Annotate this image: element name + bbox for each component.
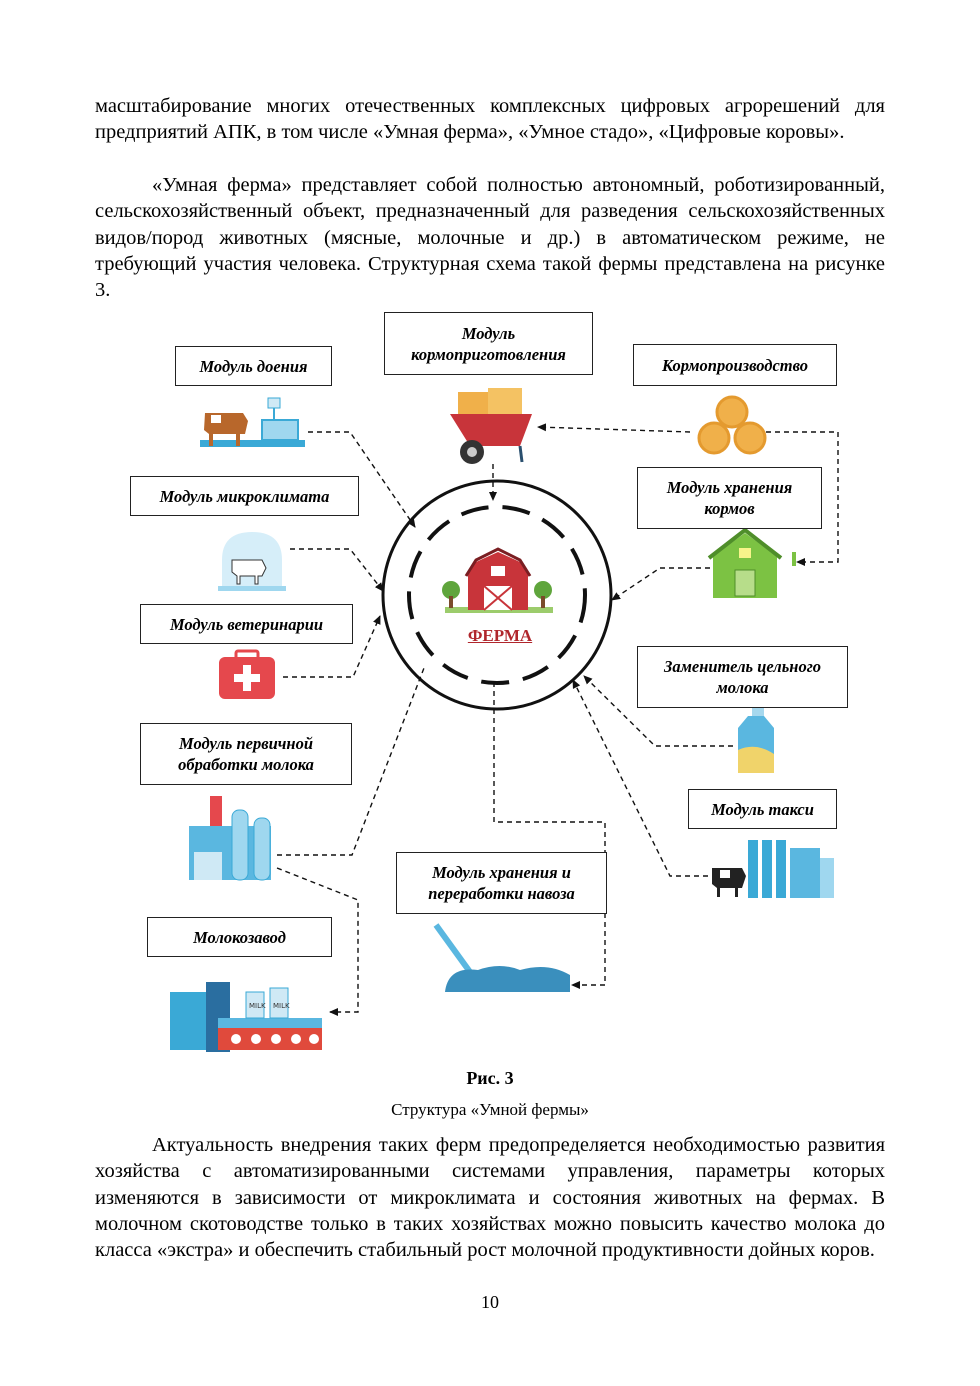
manure-module-label: Модуль хранения и переработки навоза — [396, 852, 607, 914]
figure-number: Рис. 3 — [466, 1068, 514, 1088]
hay-bales-icon — [699, 397, 765, 453]
milk-carton-icon — [738, 708, 774, 773]
taxi-module-label: Модуль такси — [688, 789, 837, 829]
milking-module-label: Модуль доения — [175, 346, 332, 386]
page-number: 10 — [481, 1292, 499, 1312]
microclimate-module-label: Модуль микроклимата — [130, 476, 359, 516]
wheelbarrow-icon — [450, 388, 532, 464]
primary-milk-module-label: Модуль первичной обработки молока — [140, 723, 352, 785]
feed-storage-icon — [709, 530, 796, 598]
farm-center-label: ФЕРМА — [467, 626, 533, 645]
dairy-plant-icon — [170, 982, 322, 1052]
first-aid-kit-icon — [219, 651, 275, 699]
milk-can-label: MILK — [249, 1002, 266, 1010]
feed-storage-module-label: Модуль хранения кормов — [637, 467, 822, 529]
veterinary-module-label: Модуль ветеринарии — [140, 604, 353, 644]
feed-production-label: Кормопроизводство — [633, 344, 837, 386]
smart-farm-paragraph: «Умная ферма» представляет собой полностью автономный, роботизированный, сельскохозяйственный объект, предназначенный для разведения сельскохозяйственных видов/пород животных (мясные, молочные и др.) в автоматическом режиме, не требующий участия человека. Структурная схема такой фермы представлена на рисунке 3. — [95, 174, 885, 302]
intro-paragraph: масштабирование многих отечественных комплексных цифровых агрорешений для предприятий АПК, в том числе «Умная ферма», «Умное стадо», «Цифровые коровы». — [95, 95, 885, 144]
milk-processing-icon — [189, 796, 271, 880]
feed-prep-module-label: Модуль кормоприготовления — [384, 312, 593, 375]
dairy-plant-label: Молокозавод — [147, 917, 332, 957]
manure-icon — [436, 925, 570, 992]
milking-cow-icon — [200, 398, 305, 447]
microclimate-dome-icon — [218, 532, 286, 591]
milk-replacer-label: Заменитель цельного молока — [637, 646, 848, 708]
milk-can-label: MILK — [273, 1002, 290, 1010]
relevance-paragraph: Актуальность внедрения таких ферм предопределяется необходимостью развития хозяйства с автоматизированными системами управления, параметры которых изменяются в зависимости от микроклимата и состояния животных на фермах. В молочном скотоводстве только в таких хозяйствах можно повысить качество молока до класса «экстра» и обеспечить стабильный рост молочной продуктивности дойных коров. — [95, 1134, 885, 1262]
taxi-module-icon — [712, 840, 834, 898]
figure-caption: Структура «Умной фермы» — [391, 1100, 589, 1119]
